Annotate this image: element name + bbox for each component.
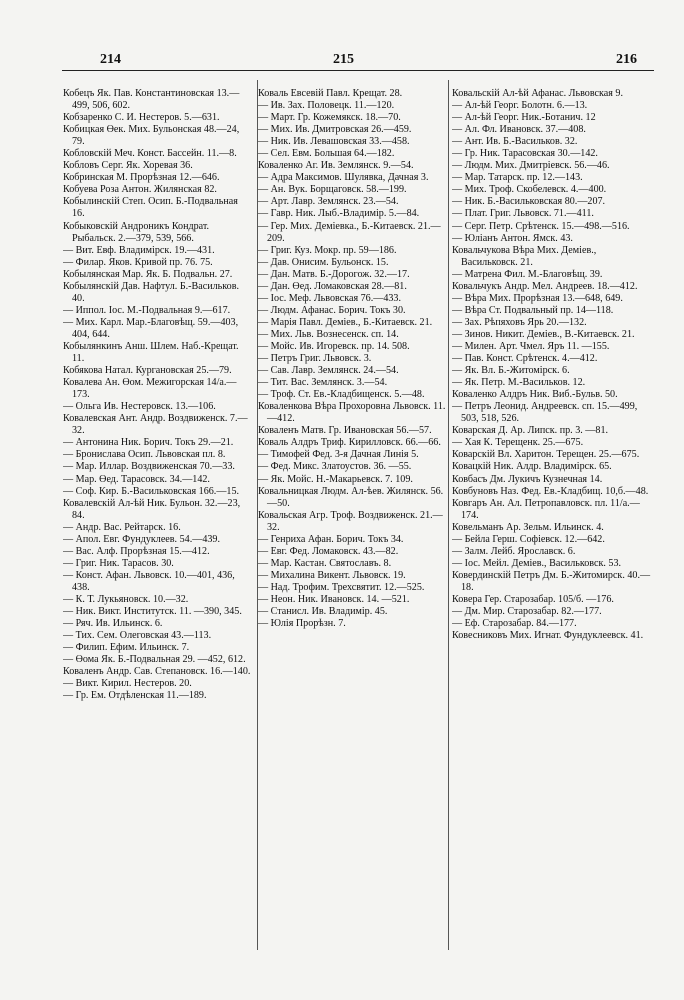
directory-entry: — Мих. Льв. Вознесенск. сп. 14. xyxy=(258,328,399,340)
directory-entry: Ковесниковъ Мих. Игнат. Фундуклеевск. 41. xyxy=(452,630,644,642)
directory-entry: — Филар. Яков. Кривой пр. 76. 75. xyxy=(63,256,213,268)
directory-entry: Ковальчукъ Андр. Мел. Андреев. 18.—412. xyxy=(452,280,638,292)
column-left xyxy=(63,88,251,993)
directory-entry: — Станисл. Ив. Владимір. 45. xyxy=(258,606,388,618)
directory-entry: — Ник. Ив. Левашовская 33.—458. xyxy=(258,136,410,148)
directory-entry: — Як. Петр. М.-Васильков. 12. xyxy=(452,377,586,389)
column-divider xyxy=(448,80,449,950)
directory-entry: — Людм. Афанас. Борич. Токъ 30. xyxy=(258,304,406,316)
directory-entry: — Григ. Куз. Мокр. пр. 59—186. xyxy=(258,244,397,256)
directory-entry: Ковгаръ Ан. Ал. Петропавловск. пл. 11/а.—174. xyxy=(452,497,640,521)
directory-entry: — Як. Вл. Б.-Житомірск. 6. xyxy=(452,365,570,377)
directory-entry: — Бейла Герш. Софіевск. 12.—642. xyxy=(452,533,605,545)
directory-entry: Кобуева Роза Антон. Жилянская 82. xyxy=(63,184,217,196)
directory-entry: Ковера Гер. Старозабар. 105/б. —176. xyxy=(452,593,614,605)
directory-entry: Коваленъ Матв. Гр. Ивановская 56.—57. xyxy=(258,425,432,437)
directory-entry: — Як. Мойс. Н.-Макарьевск. 7. 109. xyxy=(258,473,413,485)
directory-entry: — Мих. Ив. Дмитровская 26.—459. xyxy=(258,124,412,136)
directory-entry: — Вас. Алф. Прорѣзная 15.—412. xyxy=(63,545,210,557)
directory-entry: — Гер. Мих. Деміевка., Б.-Китаевск. 21.—209. xyxy=(258,220,441,244)
directory-entry: — Тих. Сем. Олеговская 43.—113. xyxy=(63,630,212,642)
directory-entry: Ковальницкая Людм. Ал-ѣев. Жилянск. 56.—50. xyxy=(258,485,444,509)
directory-entry: — Дан. Өед. Ломаковская 28.—81. xyxy=(258,280,407,292)
header-rule xyxy=(62,70,654,71)
directory-entry: — Ал. Фл. Ивановск. 37.—408. xyxy=(452,124,586,136)
directory-entry: — Евг. Фед. Ломаковск. 43.—82. xyxy=(258,545,399,557)
directory-entry: — Дм. Мир. Старозабар. 82.—177. xyxy=(452,606,602,618)
directory-entry: — Соф. Кир. Б.-Васильковская 166.—15. xyxy=(63,485,240,497)
directory-entry: — Филип. Ефим. Ильинск. 7. xyxy=(63,642,190,654)
directory-entry: Ковбасъ Дм. Лукичъ Кузнечная 14. xyxy=(452,473,603,485)
directory-entry: Ковалевскій Ал-ѣй Ник. Бульон. 32.—23, 84. xyxy=(63,497,241,521)
column-right xyxy=(452,88,652,993)
directory-entry: Кобицкая Өек. Мих. Бульонская 48.—24, 79. xyxy=(63,124,240,148)
directory-entry: Кобзаренко С. И. Нестеров. 5.—631. xyxy=(63,112,220,124)
directory-entry: — Фед. Микс. Златоустов. 36. —55. xyxy=(258,461,412,473)
directory-entry: — Іос. Мейл. Деміев., Васильковск. 53. xyxy=(452,557,622,569)
directory-entry: Коварскій Вл. Харитон. Терещен. 25.—675. xyxy=(452,449,640,461)
directory-entry: — Неон. Ник. Ивановск. 14. —521. xyxy=(258,593,410,605)
directory-entry: — Троф. Ст. Ев.-Кладбищенск. 5.—48. xyxy=(258,389,425,401)
directory-entry: — Антонина Ник. Борич. Токъ 29.—21. xyxy=(63,437,234,449)
directory-entry: — Тимофей Фед. 3-я Дачная Линія 5. xyxy=(258,449,419,461)
directory-entry: — Дан. Матв. Б.-Дорогож. 32.—17. xyxy=(258,268,410,280)
directory-entry: — Викт. Кирил. Нестеров. 20. xyxy=(63,678,192,690)
directory-entry: — Генриха Афан. Борич. Токъ 34. xyxy=(258,533,404,545)
directory-entry: — Михалина Викент. Львовск. 19. xyxy=(258,569,406,581)
directory-entry: Коваль Алдръ Триф. Кирилловск. 66.—66. xyxy=(258,437,441,449)
directory-entry: Ковальскій Ал-ѣй Афанас. Львовская 9. xyxy=(452,88,624,99)
directory-entry: — Мар. Кастан. Святославъ. 8. xyxy=(258,557,392,569)
directory-entry: Коваленъ Андр. Сав. Степановск. 16.—140. xyxy=(63,666,251,678)
directory-entry: Кобринская М. Прорѣзная 12.—646. xyxy=(63,172,220,184)
directory-entry: — Бронислава Осип. Львовская пл. 8. xyxy=(63,449,226,461)
directory-entry: — Ряч. Ив. Ильинск. 6. xyxy=(63,618,163,630)
directory-entry: Ковельманъ Ар. Зельм. Ильинск. 4. xyxy=(452,521,604,533)
directory-entry: — Дав. Онисим. Бульонск. 15. xyxy=(258,256,389,268)
directory-entry: — Мар. Татарск. пр. 12.—143. xyxy=(452,172,583,184)
directory-entry: — Серг. Петр. Срѣтенск. 15.—498.—516. xyxy=(452,220,630,232)
directory-entry: — Тит. Вас. Землянск. 3.—54. xyxy=(258,377,388,389)
directory-entry: — Апол. Евг. Фундуклеев. 54.—439. xyxy=(63,533,220,545)
directory-entry: — Марія Павл. Деміев., Б.-Китаевск. 21. xyxy=(258,316,433,328)
directory-entry: — Ан. Вук. Борщаговск. 58.—199. xyxy=(258,184,407,196)
directory-entry: — Юлія Прорѣзн. 7. xyxy=(258,618,346,630)
directory-entry: — Іос. Меф. Львовская 76.—433. xyxy=(258,292,401,304)
directory-entry: — Иппол. Іос. М.-Подвальная 9.—617. xyxy=(63,304,231,316)
directory-entry: Ковбуновъ Наз. Фед. Ев.-Кладбищ. 10,б.—48. xyxy=(452,485,649,497)
directory-entry: — Ник. Б.-Васильковская 80.—207. xyxy=(452,196,606,208)
directory-entry: — Ник. Викт. Институтск. 11. —390, 345. xyxy=(63,606,242,618)
directory-entry: — Ал-ѣй Георг. Ник.-Ботанич. 12 xyxy=(452,112,596,124)
directory-entry: Коварская Д. Ар. Липск. пр. 3. —81. xyxy=(452,425,609,437)
directory-entry: Кобылянкинъ Анш. Шлем. Наб.-Крещат. 11. xyxy=(63,340,239,365)
directory-entry: Кобылинскій Степ. Осип. Б.-Подвальная 16. xyxy=(63,196,238,220)
directory-entry: — Гр. Ем. Отдѣленская 11.—189. xyxy=(63,690,207,702)
directory-entry: — Вѣра Мих. Прорѣзная 13.—648, 649. xyxy=(452,292,623,304)
directory-entry: — Гавр. Ник. Лыб.-Владимір. 5.—84. xyxy=(258,208,420,220)
directory-entry: — Ольга Ив. Нестеровск. 13.—106. xyxy=(63,401,216,413)
directory-entry: — Людм. Мих. Дмитріевск. 56.—46. xyxy=(452,160,610,172)
directory-entry: — Сел. Евм. Большая 64.—182. xyxy=(258,148,395,160)
directory-entry: — Март. Гр. Кожемякск. 18.—70. xyxy=(258,112,401,124)
directory-entry: — Мар. Өед. Тарасовск. 34.—142. xyxy=(63,473,210,485)
directory-entry: — Зах. Рѣпяховъ Ярь 20.—132. xyxy=(452,316,587,328)
directory-entry: — Плат. Григ. Львовск. 71.—411. xyxy=(452,208,594,220)
directory-entry: Кобыковскій Андроникъ Кондрат. Рыбальск. 2.—379, 539, 566. xyxy=(63,220,210,244)
directory-entry: — Юліанъ Антон. Ямск. 43. xyxy=(452,232,573,244)
directory-entry: Ковалевская Ант. Андр. Воздвиженск. 7.—32. xyxy=(63,413,248,437)
directory-entry: Кобякова Натал. Кургановская 25.—79. xyxy=(63,365,232,377)
page-number-center: 215 xyxy=(333,52,354,67)
directory-entry: Кобылянскій Дав. Нафтул. Б.-Васильков. 40. xyxy=(63,280,239,304)
directory-entry: — Петръ Леонид. Андреевск. сп. 15.—499, 503, 518, 526. xyxy=(452,401,638,425)
directory-entry: — Андр. Вас. Рейтарск. 16. xyxy=(63,521,181,533)
directory-entry: Коваленкова Вѣра Прохоровна Львовск. 11.—412. xyxy=(258,401,446,425)
directory-entry: Кобловъ Серг. Як. Хоревая 36. xyxy=(63,160,193,172)
directory-entry: Коваленко Алдръ Ник. Виб.-Бульв. 50. xyxy=(452,389,618,401)
directory-entry: — Конст. Афан. Львовск. 10.—401, 436, 438. xyxy=(63,569,235,593)
directory-entry: Ковальчукова Вѣра Мих. Деміев., Васильковск. 21. xyxy=(452,244,597,268)
directory-entry: — Гр. Ник. Тарасовская 30.—142. xyxy=(452,148,598,160)
directory-entry: — Вѣра Ст. Подвальный пр. 14—118. xyxy=(452,304,614,316)
directory-entry: Кобловскій Меч. Конст. Бассейн. 11.—8. xyxy=(63,148,237,160)
directory-entry: — Сав. Лавр. Землянск. 24.—54. xyxy=(258,365,399,377)
directory-entry: — Ив. Зах. Половецк. 11.—120. xyxy=(258,100,395,112)
page-number-right: 216 xyxy=(616,52,637,67)
directory-entry: — Петръ Григ. Львовск. 3. xyxy=(258,353,372,365)
directory-entry: — Ал-ѣй Георг. Болотн. 6.—13. xyxy=(452,100,588,112)
directory-entry: Коваленко Аг. Ив. Землянск. 9.—54. xyxy=(258,160,414,172)
directory-entry: — Хая К. Терещенк. 25.—675. xyxy=(452,437,584,449)
directory-entry: Ковалева Ан. Өом. Межигорская 14/а.—173. xyxy=(63,377,237,401)
directory-entry: — Ант. Ив. Б.-Васильков. 32. xyxy=(452,136,578,148)
directory-entry: Ковальская Агр. Троф. Воздвиженск. 21.—32. xyxy=(258,509,443,533)
directory-entry: — Өома Як. Б.-Подвальная 29. —452, 612. xyxy=(63,654,246,666)
directory-entry: — Над. Трофим. Трехсвятит. 12.—525. xyxy=(258,581,425,593)
directory-entry: — Адра Максимов. Шулявка, Дачная 3. xyxy=(258,172,429,184)
directory-entry: — Милен. Арт. Чмел. Яръ 11. —155. xyxy=(452,340,610,352)
directory-entry: Коваль Евсевій Павл. Крещат. 28. xyxy=(258,88,403,99)
directory-entry: — Залм. Лейб. Ярославск. 6. xyxy=(452,545,576,557)
directory-entry: — Арт. Лавр. Землянск. 23.—54. xyxy=(258,196,399,208)
directory-entry: — Пав. Конст. Срѣтенск. 4.—412. xyxy=(452,353,598,365)
column-middle xyxy=(258,88,446,993)
directory-entry: — Вит. Евф. Владимірск. 19.—431. xyxy=(63,244,215,256)
directory-entry: — Зинов. Никит. Деміев., В.-Китаевск. 21. xyxy=(452,328,635,340)
directory-entry: Кобылянская Мар. Як. Б. Подвальн. 27. xyxy=(63,268,233,280)
directory-entry: Кобецъ Як. Пав. Константиновская 13.—499, 506, 602. xyxy=(63,88,240,112)
directory-entry: — К. Т. Лукьяновск. 10.—32. xyxy=(63,593,189,605)
directory-entry: — Мих. Карл. Мар.-Благовѣщ. 59.—403, 404, 644. xyxy=(63,316,239,340)
directory-entry: — Григ. Ник. Тарасов. 30. xyxy=(63,557,174,569)
directory-entry: — Матрена Фил. М.-Благовѣщ. 39. xyxy=(452,268,603,280)
directory-entry: — Мар. Иллар. Воздвиженская 70.—33. xyxy=(63,461,235,473)
directory-entry: Коверди‌нскій Петръ Дм. Б.-Житомирск. 40.—18. xyxy=(452,569,651,593)
directory-entry: — Мойс. Ив. Игоревск. пр. 14. 508. xyxy=(258,340,410,352)
directory-entry: — Еф. Старозабар. 84.—177. xyxy=(452,618,577,630)
directory-entry: Ковацкій Ник. Алдр. Владимірск. 65. xyxy=(452,461,612,473)
directory-entry: — Мих. Троф. Скобелевск. 4.—400. xyxy=(452,184,607,196)
page-number-left: 214 xyxy=(100,52,121,67)
